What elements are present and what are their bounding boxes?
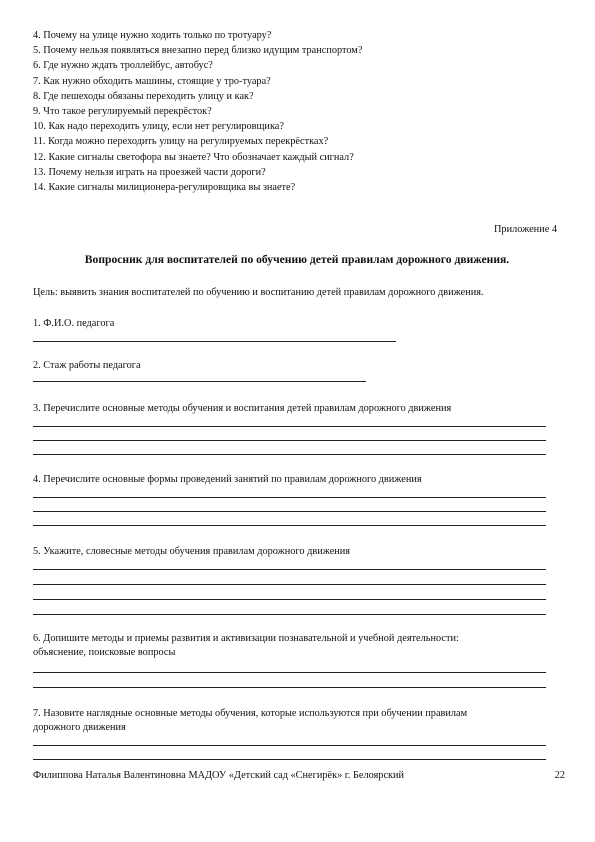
- page-number: 22: [554, 770, 565, 781]
- list-item: 14. Какие сигналы милиционера-регулировщика вы знаете?: [33, 182, 296, 194]
- section-visual-methods: [33, 707, 548, 757]
- list-item: 6. Где нужно ждать троллейбус, автобус?: [33, 60, 213, 72]
- list-item: 8. Где пешеходы обязаны переходить улицу и как?: [33, 90, 254, 102]
- section-label: 5. Укажите, словесные методы обучения правилам дорожного движения: [33, 546, 351, 557]
- answer-line[interactable]: [33, 584, 546, 585]
- appendix-label: Приложение 4: [494, 224, 557, 235]
- list-item: 9. Что такое регулируемый перекрёсток?: [33, 106, 212, 118]
- section-label: 4. Перечислите основные формы проведений занятий по правилам дорожного движения: [33, 474, 422, 485]
- section-forms: [33, 473, 548, 529]
- section-label: 2. Стаж работы педагога: [33, 360, 141, 371]
- answer-line[interactable]: [33, 497, 546, 498]
- answer-line[interactable]: [33, 599, 546, 600]
- answer-line[interactable]: [33, 454, 546, 455]
- list-item: 7. Как нужно обходить машины, стоящие у тро-туара?: [33, 75, 271, 87]
- list-item: 11. Когда можно переходить улицу на регулируемых перекрёстках?: [33, 136, 329, 148]
- section-label: 3. Перечислите основные методы обучения и воспитания детей правилам дорожного движения: [33, 403, 452, 414]
- list-item: 10. Как надо переходить улицу, если нет регулировщика?: [33, 121, 284, 133]
- section-experience: [33, 359, 548, 385]
- section-label: объяснение, поисковые вопросы: [33, 647, 176, 658]
- list-item: 13. Почему нельзя играть на проезжей части дороги?: [33, 166, 266, 178]
- list-item: 12. Какие сигналы светофора вы знаете? Что обозначает каждый сигнал?: [33, 151, 354, 163]
- section-label: 6. Допишите методы и приемы развития и активизации познавательной и учебной деятельности:: [33, 633, 459, 644]
- answer-line[interactable]: [33, 426, 546, 427]
- section-label: дорожного движения: [33, 722, 126, 733]
- answer-line[interactable]: [33, 745, 546, 746]
- answer-line[interactable]: [33, 672, 546, 673]
- answer-line[interactable]: [33, 341, 396, 342]
- section-methods: [33, 402, 548, 458]
- section-label: 1. Ф.И.О. педагога: [33, 318, 115, 329]
- question-list: [33, 28, 553, 195]
- answer-line[interactable]: [33, 525, 546, 526]
- answer-line[interactable]: [33, 511, 546, 512]
- list-item: 5. Почему нельзя появляться внезапно перед близко идущим транспортом?: [33, 45, 363, 57]
- goal-text: Цель: выявить знания воспитателей по обучению и воспитанию детей правилам дорожного движения.: [33, 287, 484, 298]
- section-techniques: [33, 632, 548, 692]
- answer-line[interactable]: [33, 569, 546, 570]
- answer-line[interactable]: [33, 759, 546, 760]
- list-item: 4. Почему на улице нужно ходить только по тротуару?: [33, 30, 272, 41]
- page-title: Вопросник для воспитателей по обучению детей правилам дорожного движения.: [84, 253, 510, 266]
- footer-author: Филиппова Наталья Валентиновна МАДОУ «Детский сад «Снегирёк» г. Белоярский: [33, 770, 405, 781]
- section-verbal-methods: [33, 545, 548, 617]
- answer-line[interactable]: [33, 381, 366, 382]
- answer-line[interactable]: [33, 440, 546, 441]
- answer-line[interactable]: [33, 687, 546, 688]
- answer-line[interactable]: [33, 614, 546, 615]
- section-name: [33, 317, 548, 343]
- section-label: 7. Назовите наглядные основные методы обучения, которые используются при обучении правилам: [33, 708, 468, 719]
